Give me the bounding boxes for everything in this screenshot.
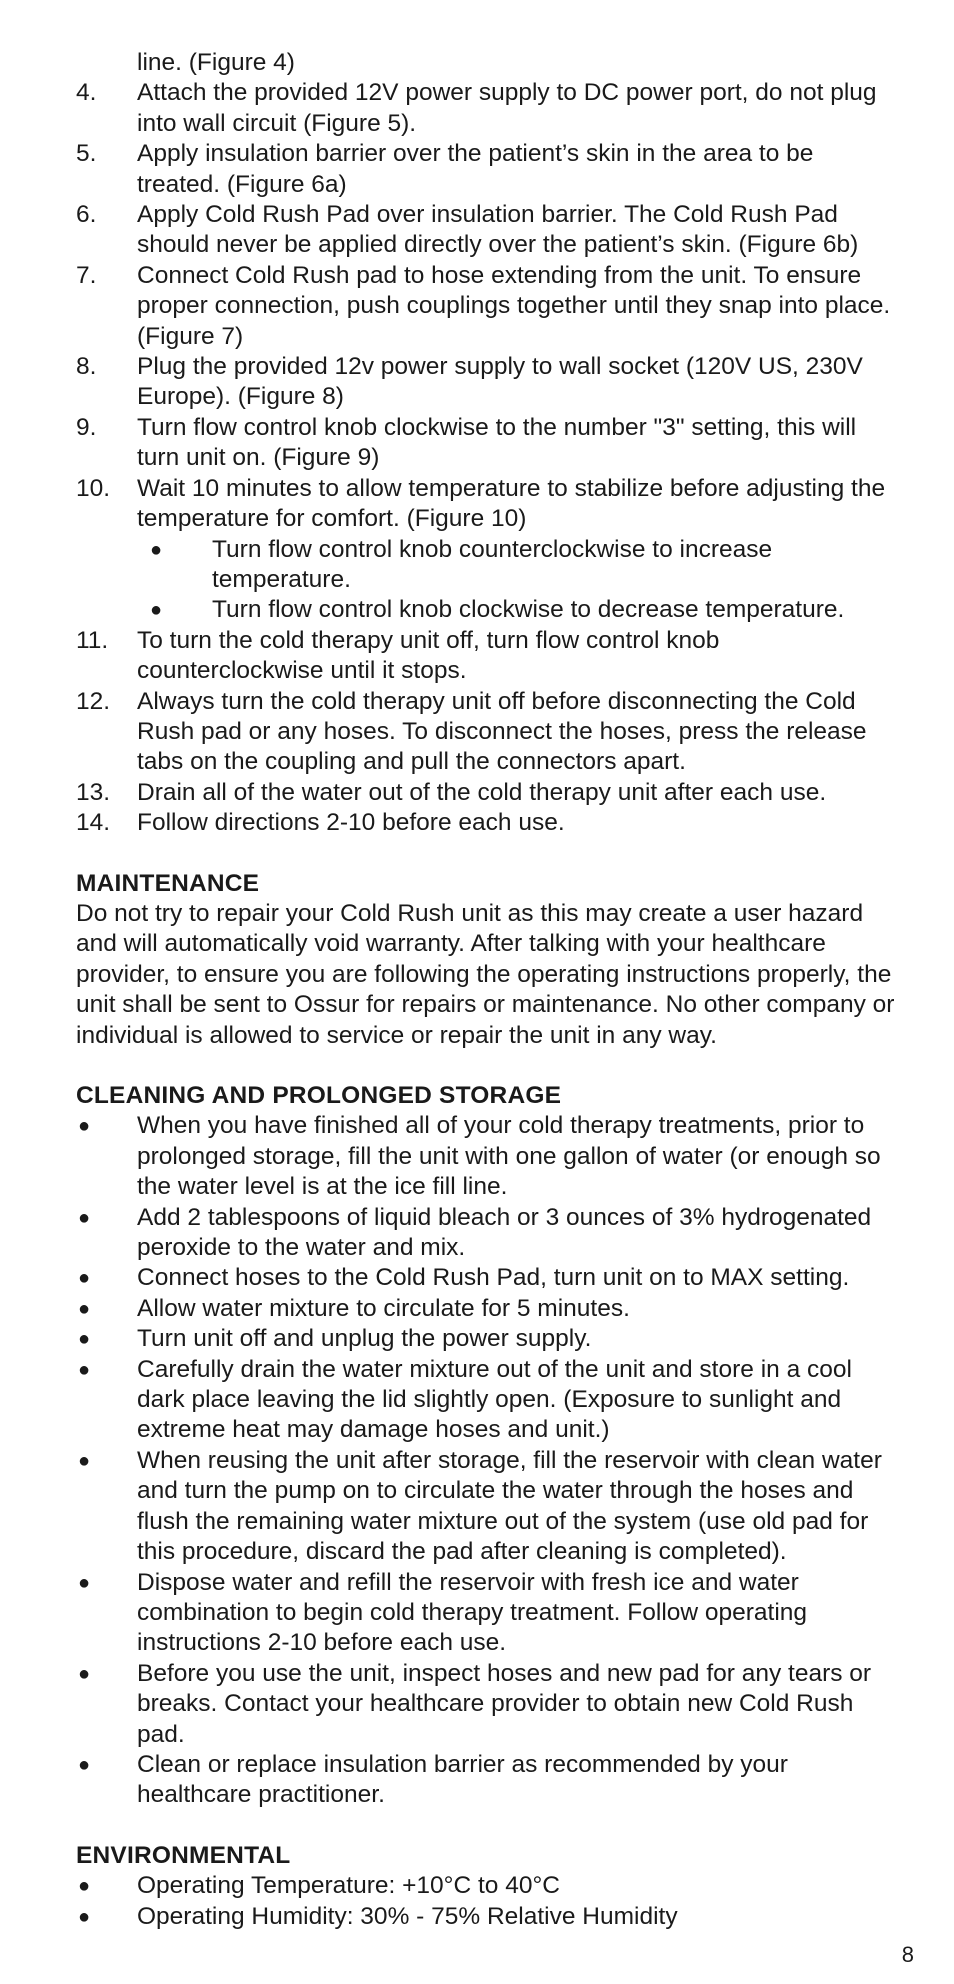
list-item (76, 687, 896, 778)
list-item (76, 413, 896, 474)
bullet-icon: ● (150, 538, 163, 561)
bullet-text: Turn unit off and unplug the power supply. (137, 1325, 592, 1353)
list-item (76, 1659, 896, 1750)
page-number: 8 (901, 1942, 914, 1967)
list-item (76, 626, 896, 687)
list-item (76, 1902, 896, 1932)
steps-list (76, 78, 896, 838)
bullet-text: Operating Humidity: 30% - 75% Relative Humidity (137, 1902, 678, 1930)
step-number: 8. (76, 353, 97, 381)
step-number: 14. (76, 809, 111, 837)
continued-line: line. (Figure 4) (137, 49, 295, 76)
bullet-icon: ● (78, 1206, 91, 1229)
step-text: To turn the cold therapy unit off, turn flow control knob counterclockwise until it stops. (137, 626, 720, 685)
bullet-text: Carefully drain the water mixture out of the unit and store in a cool dark place leaving the lid slightly open. (Exposure to sunlight and extreme heat may damage hoses and unit.) (137, 1355, 852, 1444)
list-item (76, 1263, 896, 1293)
step-text: Turn flow control knob clockwise to the number "3" setting, this will turn unit on. (Figure 9) (137, 413, 857, 472)
list-item (76, 261, 896, 352)
maintenance-heading: MAINTENANCE (76, 869, 260, 897)
environmental-heading: ENVIRONMENTAL (76, 1841, 291, 1869)
bullet-icon: ● (78, 1571, 91, 1594)
list-item (76, 139, 896, 200)
bullet-icon: ● (78, 1297, 91, 1320)
step-number: 7. (76, 261, 97, 289)
bullet-text: When you have finished all of your cold therapy treatments, prior to prolonged storage, fill the unit with one gallon of water (or enough so the water level is at the ice fill line. (137, 1112, 881, 1201)
bullet-text: Add 2 tablespoons of liquid bleach or 3 ounces of 3% hydrogenated peroxide to the water and mix. (137, 1203, 872, 1262)
bullet-text: Before you use the unit, inspect hoses and new pad for any tears or breaks. Contact your healthcare provider to obtain new Cold Rush pad. (137, 1659, 872, 1748)
step-text: Always turn the cold therapy unit off before disconnecting the Cold Rush pad or any hoses. To disconnect the hoses, press the release tabs on the coupling and pull the connectors apart. (137, 687, 867, 776)
list-item (76, 1750, 896, 1811)
step-text: Plug the provided 12v power supply to wall socket (120V US, 230V Europe). (Figure 8) (137, 353, 863, 411)
bullet-icon: ● (150, 599, 163, 622)
bullet-icon: ● (78, 1753, 91, 1776)
step-number: 12. (76, 687, 111, 715)
step-number: 10. (76, 474, 111, 502)
list-item (76, 1446, 896, 1568)
bullet-text: Dispose water and refill the reservoir with fresh ice and water combination to begin cold therapy treatment. Follow operating instructions 2-10 before each use. (137, 1568, 808, 1657)
cleaning-heading: CLEANING AND PROLONGED STORAGE (76, 1082, 562, 1109)
step-text: Apply Cold Rush Pad over insulation barrier. The Cold Rush Pad should never be applied directly over the patient’s skin. (Figure 6b) (137, 201, 859, 259)
step-number: 9. (76, 413, 97, 441)
bullet-text: Connect hoses to the Cold Rush Pad, turn unit on to MAX setting. (137, 1264, 850, 1292)
bullet-icon: ● (78, 1358, 91, 1381)
environmental-list (76, 1871, 896, 1932)
step-number: 11. (76, 626, 109, 654)
cleaning-list (76, 1111, 896, 1810)
bullet-icon: ● (78, 1905, 91, 1928)
step-number: 13. (76, 778, 111, 806)
list-item (76, 1324, 896, 1354)
bullet-text: When reusing the unit after storage, fill the reservoir with clean water and turn the pump on to circulate the water through the hoses and flush the remaining water mixture out of the system (use old pad for this procedure, discard the pad after cleaning is completed). (137, 1446, 882, 1566)
step-text: Follow directions 2-10 before each use. (137, 809, 565, 837)
list-item (76, 1355, 896, 1446)
step-text: Attach the provided 12V power supply to DC power port, do not plug into wall circuit (Figure 5). (137, 79, 877, 137)
list-item (76, 78, 896, 139)
list-item (76, 1203, 896, 1264)
bullet-icon: ● (78, 1328, 91, 1351)
bullet-text: Allow water mixture to circulate for 5 minutes. (137, 1294, 630, 1322)
step-text: Drain all of the water out of the cold therapy unit after each use. (137, 778, 827, 806)
list-item (76, 808, 896, 838)
list-item (76, 1111, 896, 1202)
step-number: 6. (76, 201, 97, 229)
list-item (76, 1871, 896, 1901)
step-number: 4. (76, 79, 97, 107)
sub-bullet-item (76, 595, 896, 625)
sub-bullet-item (76, 535, 896, 596)
list-item (76, 474, 896, 535)
bullet-icon: ● (78, 1662, 91, 1685)
bullet-icon: ● (78, 1449, 91, 1472)
sub-bullet-text: Turn flow control knob clockwise to decrease temperature. (212, 596, 845, 624)
list-item (76, 1294, 896, 1324)
document-page (76, 48, 896, 1932)
bullet-icon: ● (78, 1115, 91, 1138)
bullet-text: Clean or replace insulation barrier as recommended by your healthcare practitioner. (137, 1750, 788, 1809)
bullet-text: Operating Temperature: +10°C to 40°C (137, 1872, 560, 1900)
list-item (76, 352, 896, 413)
step-text: Wait 10 minutes to allow temperature to stabilize before adjusting the temperature for comfort. (Figure 10) (137, 474, 886, 533)
list-item (76, 778, 896, 808)
list-item (76, 200, 896, 261)
step-number: 5. (76, 140, 97, 168)
step-text: Apply insulation barrier over the patient’s skin in the area to be treated. (Figure 6a) (137, 140, 814, 198)
bullet-icon: ● (78, 1875, 91, 1898)
bullet-icon: ● (78, 1267, 91, 1290)
maintenance-paragraph: Do not try to repair your Cold Rush unit as this may create a user hazard and will automatically void warranty. After talking with your healthcare provider, to ensure you are following the operating instructions properly, the unit shall be sent to Ossur for repairs or maintenance. No other company or individual is allowed to service or repair the unit in any way. (76, 899, 895, 1049)
sub-bullet-text: Turn flow control knob counterclockwise to increase temperature. (212, 535, 773, 593)
list-item (76, 1568, 896, 1659)
step-text: Connect Cold Rush pad to hose extending from the unit. To ensure proper connection, push couplings together until they snap into place. (Figure 7) (137, 261, 891, 350)
